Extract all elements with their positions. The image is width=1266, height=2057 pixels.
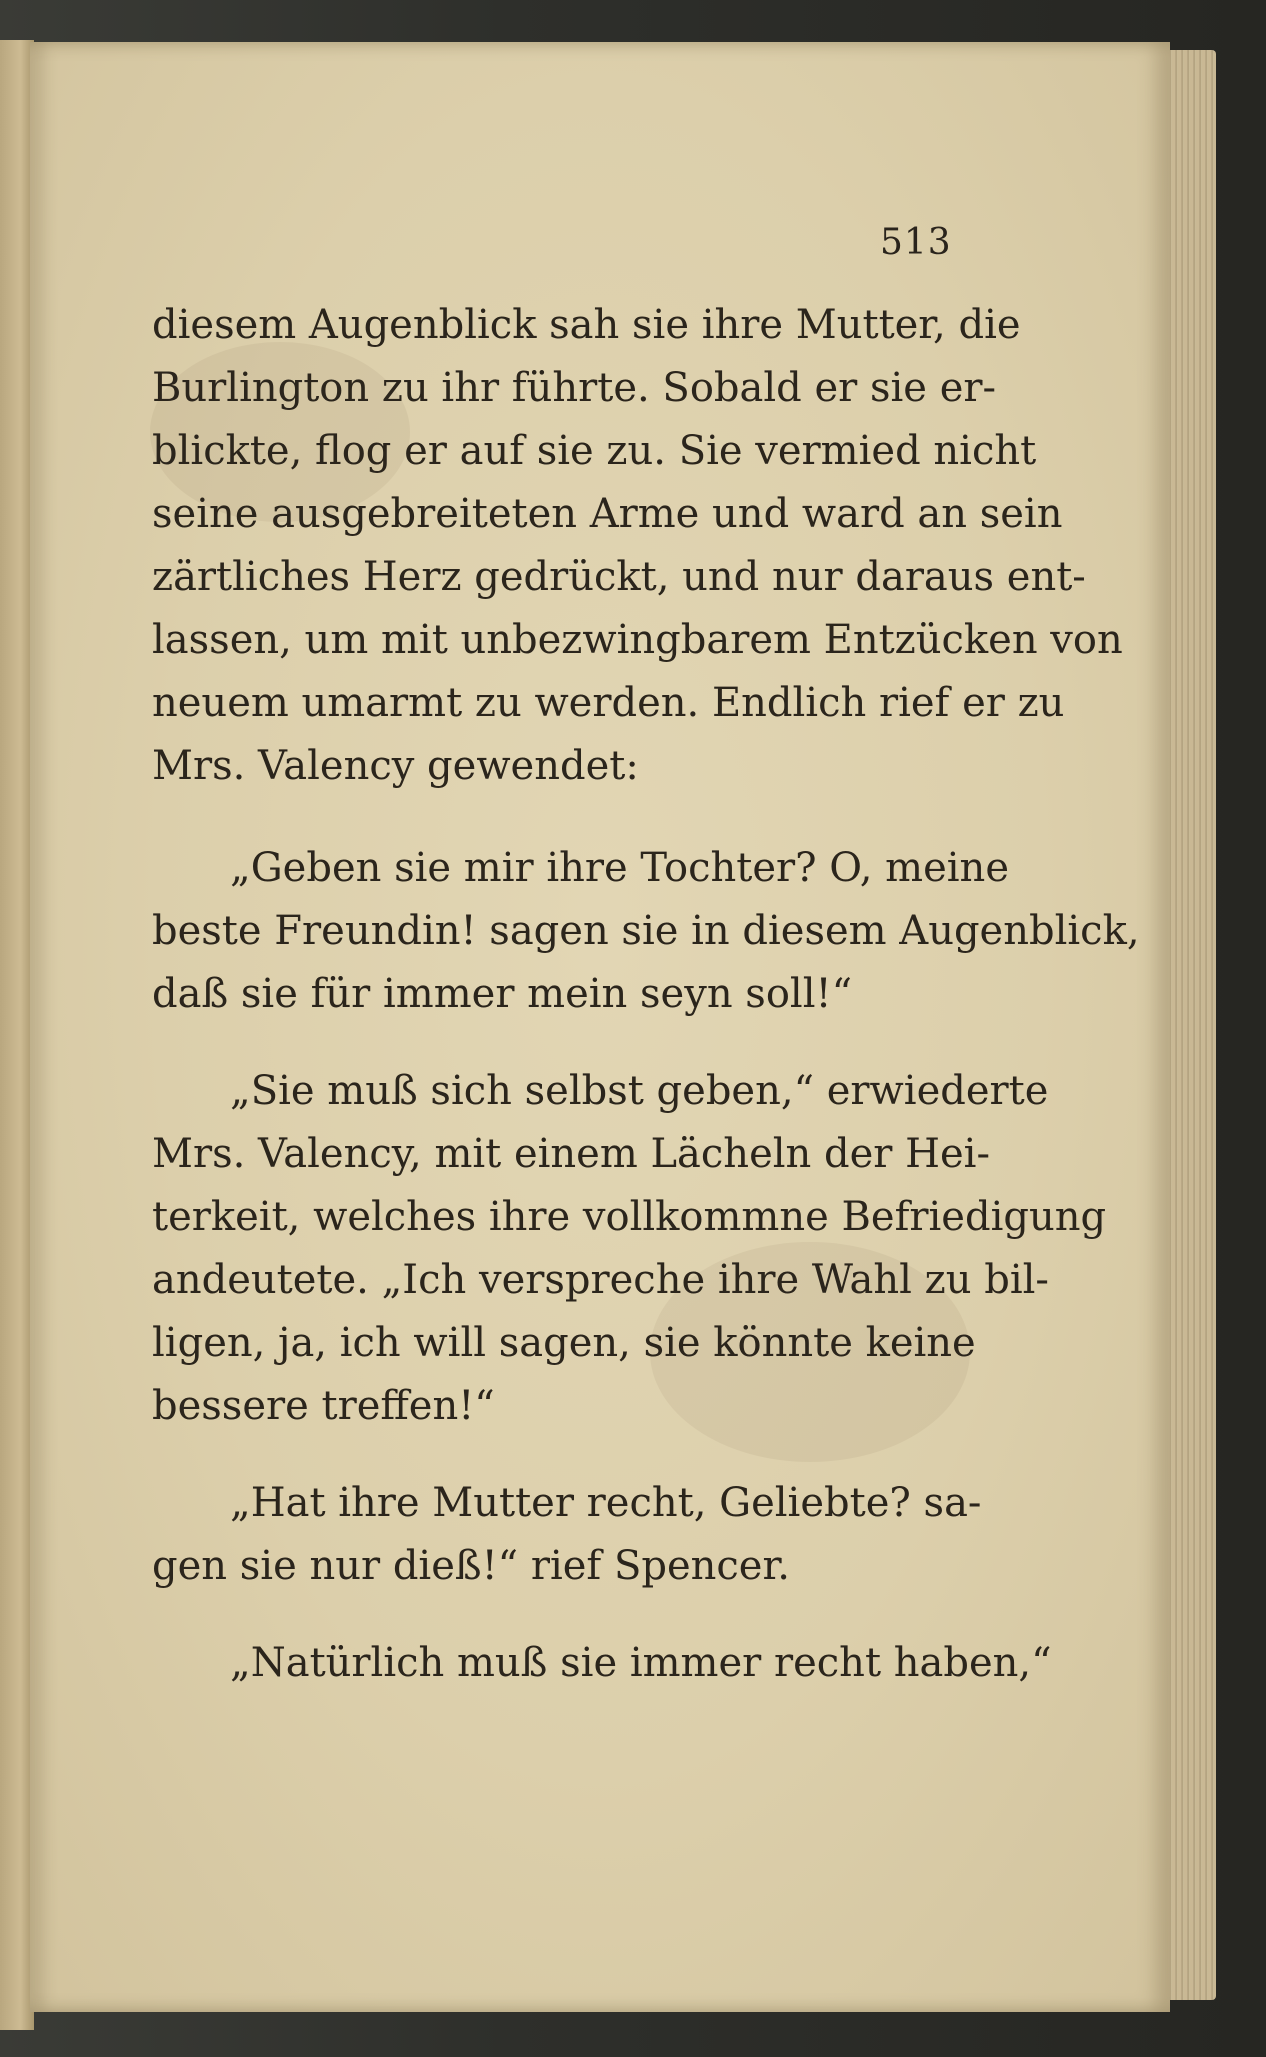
text-line: ligen, ja, ich will sagen, sie könnte keine (152, 1320, 976, 1366)
page-number: 513 (880, 222, 952, 263)
text-line: beste Freundin! sagen sie in diesem Augenblick, (152, 908, 1140, 954)
text-line: Burlington zu ihr führte. Sobald er sie er- (152, 365, 997, 411)
text-line: „Natürlich muß sie immer recht haben,“ (230, 1640, 1052, 1686)
text-line: neuem umarmt zu werden. Endlich rief er zu (152, 680, 1065, 726)
text-line: gen sie nur dieß!“ rief Spencer. (152, 1543, 790, 1589)
binding-edge (0, 40, 34, 2030)
text-line: zärtliches Herz gedrückt, und nur daraus ent- (152, 554, 1086, 600)
text-line: lassen, um mit unbezwingbarem Entzücken von (152, 617, 1123, 663)
text-line: daß sie für immer mein seyn soll!“ (152, 971, 853, 1017)
text-line: Mrs. Valency gewendet: (152, 743, 639, 789)
text-line: diesem Augenblick sah sie ihre Mutter, die (152, 302, 1021, 348)
text-line: terkeit, welches ihre vollkommne Befriedigung (152, 1194, 1107, 1240)
text-line: andeutete. „Ich verspreche ihre Wahl zu bil- (152, 1257, 1049, 1303)
text-line: blickte, flog er auf sie zu. Sie vermied nicht (152, 428, 1037, 474)
text-line: seine ausgebreiteten Arme und ward an sein (152, 491, 1063, 537)
text-line: „Sie muß sich selbst geben,“ erwiederte (230, 1068, 1049, 1114)
text-line: „Geben sie mir ihre Tochter? O, meine (230, 845, 1009, 891)
text-line: Mrs. Valency, mit einem Lächeln der Hei- (152, 1131, 990, 1177)
text-line: bessere treffen!“ (152, 1383, 495, 1429)
text-line: „Hat ihre Mutter recht, Geliebte? sa- (230, 1480, 982, 1526)
